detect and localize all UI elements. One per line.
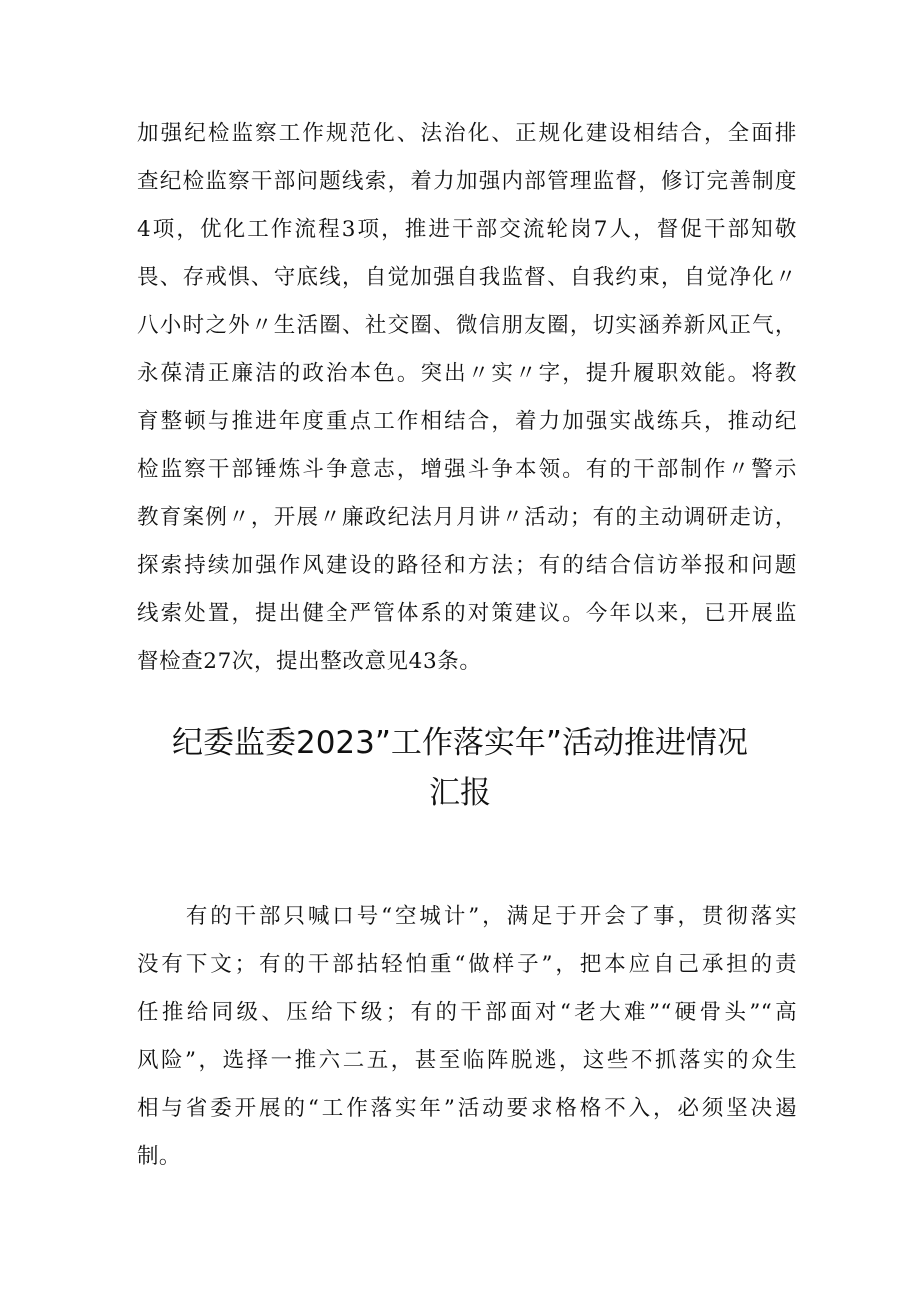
text-line: 加强纪检监察工作规范化、法治化、正规化建设相结合，全面排 xyxy=(137,121,797,146)
text-line: 检监察干部锤炼斗争意志，增强斗争本领。有的干部制作〃警示 xyxy=(137,457,797,482)
text-line: 督检查27次，提出整改意见43条。 xyxy=(137,649,482,674)
text-line: 制。 xyxy=(137,1144,181,1169)
text-line: 线索处置，提出健全严管体系的对策建议。今年以来，已开展监 xyxy=(137,601,797,626)
body-paragraph-bottom xyxy=(137,893,797,1181)
text-line: 畏、存戒惧、守底线，自觉加强自我监督、自我约束，自觉净化〃 xyxy=(137,265,797,290)
text-line: 教育案例〃，开展〃廉政纪法月月讲〃活动；有的主动调研走访， xyxy=(137,505,797,530)
document-title-line-1: 纪委监委2023”工作落实年”活动推进情况 xyxy=(171,725,748,761)
body-paragraph-top xyxy=(137,110,797,686)
text-line: 任推给同级、压给下级；有的干部面对“老大难”“硬骨头”“高 xyxy=(137,1000,797,1025)
document-title-line-2: 汇报 xyxy=(429,775,491,811)
text-line: 查纪检监察干部问题线索，着力加强内部管理监督，修订完善制度 xyxy=(137,169,797,194)
text-line: 探索持续加强作风建设的路径和方法；有的结合信访举报和问题 xyxy=(137,553,797,578)
text-line: 风险”，选择一推六二五，甚至临阵脱逃，这些不抓落实的众生 xyxy=(137,1048,797,1073)
text-line: 八小时之外〃生活圈、社交圈、微信朋友圈，切实涵养新风正气， xyxy=(137,313,797,338)
text-line: 没有下文；有的干部拈轻怕重“做样子”，把本应自己承担的责 xyxy=(137,952,797,977)
text-line: 有的干部只喊口号“空城计”，满足于开会了事，贯彻落实 xyxy=(137,904,797,929)
text-line: 育整顿与推进年度重点工作相结合，着力加强实战练兵，推动纪 xyxy=(137,409,797,434)
text-line: 相与省委开展的“工作落实年”活动要求格格不入，必须坚决遏 xyxy=(137,1096,797,1121)
text-line: 永葆清正廉洁的政治本色。突出〃实〃字，提升履职效能。将教 xyxy=(137,361,797,386)
document-title xyxy=(100,718,820,818)
text-line: 4项，优化工作流程3项，推进干部交流轮岗7人，督促干部知敬 xyxy=(137,217,797,242)
